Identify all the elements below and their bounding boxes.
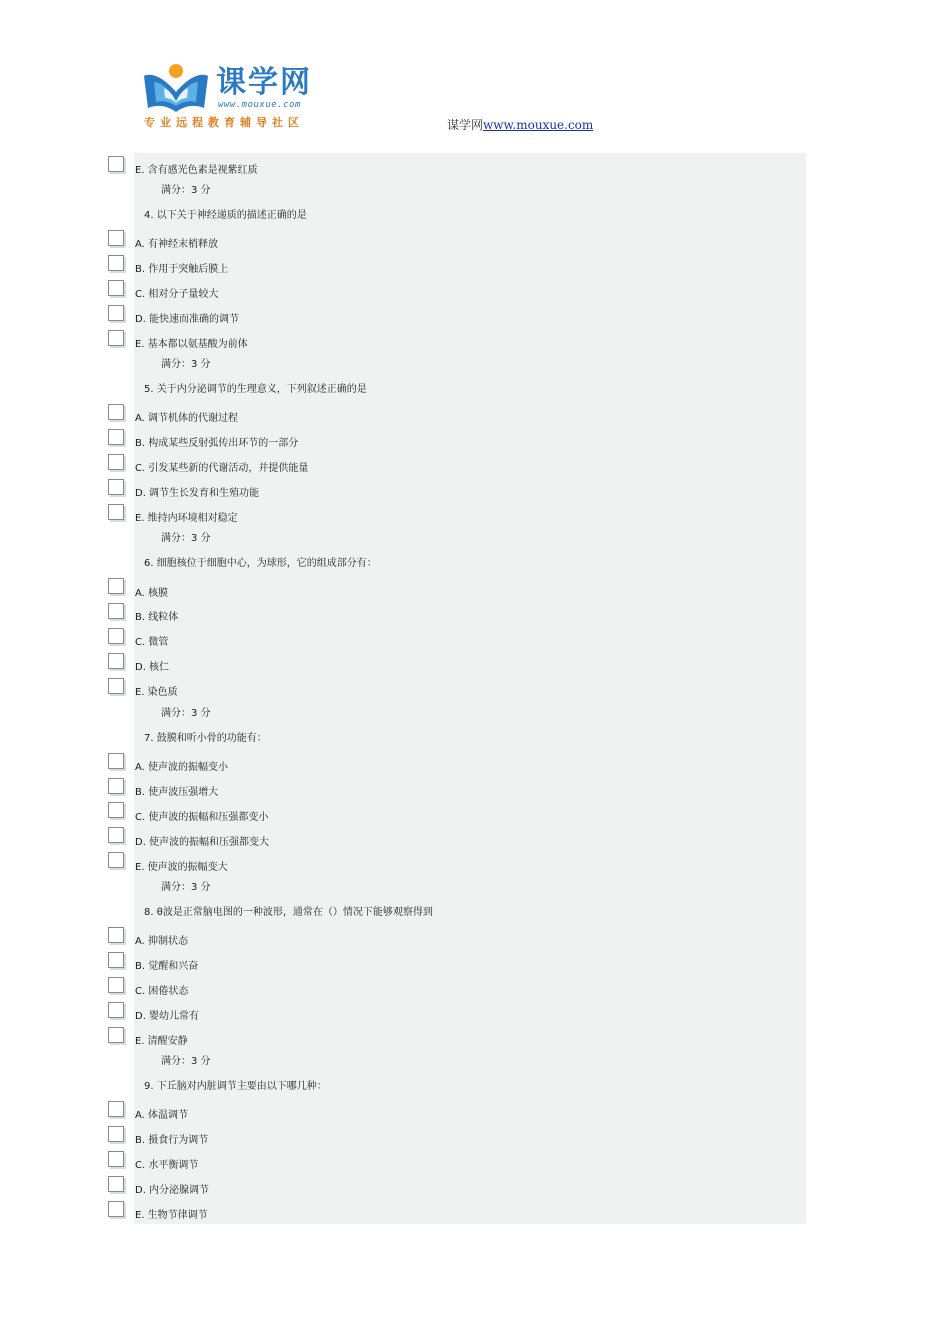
option-label: B. 构成某些反射弧传出环节的一部分 bbox=[135, 438, 299, 449]
checkbox[interactable] bbox=[108, 479, 124, 495]
site-logo bbox=[142, 62, 332, 132]
option-label: A. 有神经末梢释放 bbox=[135, 239, 219, 250]
option-label: C. 困倦状态 bbox=[135, 986, 189, 997]
option-label: B. 摄食行为调节 bbox=[135, 1135, 209, 1146]
option-label: D. 核仁 bbox=[135, 662, 170, 673]
checkbox[interactable] bbox=[108, 305, 124, 321]
checkbox[interactable] bbox=[108, 952, 124, 968]
option-label: D. 婴幼儿常有 bbox=[135, 1011, 200, 1022]
site-reference bbox=[447, 116, 593, 133]
option-label: E. 基本都以氨基酸为前体 bbox=[135, 339, 248, 350]
option-label: D. 调节生长发育和生殖功能 bbox=[135, 488, 260, 499]
option-label: C. 相对分子量较大 bbox=[135, 289, 219, 300]
question-title: 9. 下丘脑对内脏调节主要由以下哪几种： bbox=[144, 1081, 327, 1092]
option-label: E. 清醒安静 bbox=[135, 1036, 188, 1047]
score-label: 满分：3 分 bbox=[161, 533, 211, 544]
score-label: 满分：3 分 bbox=[161, 882, 211, 893]
checkbox[interactable] bbox=[108, 1176, 124, 1192]
option-label: E. 生物节律调节 bbox=[135, 1210, 208, 1221]
checkbox[interactable] bbox=[108, 827, 124, 843]
checkbox[interactable] bbox=[108, 280, 124, 296]
option-label: B. 线粒体 bbox=[135, 612, 179, 623]
page-header bbox=[0, 0, 950, 150]
checkbox[interactable] bbox=[108, 1101, 124, 1117]
checkbox[interactable] bbox=[108, 156, 124, 172]
checkbox[interactable] bbox=[108, 653, 124, 669]
checkbox[interactable] bbox=[108, 504, 124, 520]
site-url-link[interactable]: www.mouxue.com bbox=[483, 118, 594, 132]
option-label: C. 水平衡调节 bbox=[135, 1160, 199, 1171]
option-label: E. 维持内环境相对稳定 bbox=[135, 513, 238, 524]
score-label: 满分：3 分 bbox=[161, 359, 211, 370]
question-title: 5. 关于内分泌调节的生理意义，下列叙述正确的是 bbox=[144, 384, 367, 395]
checkbox[interactable] bbox=[108, 255, 124, 271]
checkbox[interactable] bbox=[108, 1201, 124, 1217]
score-label: 满分：3 分 bbox=[161, 185, 211, 196]
option-label: A. 调节机体的代谢过程 bbox=[135, 413, 239, 424]
score-label: 满分：3 分 bbox=[161, 708, 211, 719]
checkbox[interactable] bbox=[108, 1126, 124, 1142]
checkbox[interactable] bbox=[108, 1002, 124, 1018]
option-label: A. 体温调节 bbox=[135, 1110, 189, 1121]
checkbox[interactable] bbox=[108, 927, 124, 943]
option-label: C. 使声波的振幅和压强都变小 bbox=[135, 812, 269, 823]
checkbox[interactable] bbox=[108, 404, 124, 420]
option-label: B. 使声波压强增大 bbox=[135, 787, 219, 798]
option-label: D. 能快速而准确的调节 bbox=[135, 314, 240, 325]
checkbox[interactable] bbox=[108, 753, 124, 769]
site-text: 谋学网 bbox=[447, 118, 484, 132]
option-label: D. 内分泌腺调节 bbox=[135, 1185, 210, 1196]
question-title: 8. θ波是正常脑电图的一种波形，通常在（）情况下能够观察得到 bbox=[144, 907, 433, 918]
checkbox[interactable] bbox=[108, 230, 124, 246]
option-label: B. 作用于突触后膜上 bbox=[135, 264, 229, 275]
question-title: 7. 鼓膜和听小骨的功能有： bbox=[144, 733, 267, 744]
checkbox[interactable] bbox=[108, 1027, 124, 1043]
option-label: A. 核膜 bbox=[135, 588, 169, 599]
checkbox[interactable] bbox=[108, 578, 124, 594]
logo-url: www.mouxue.com bbox=[218, 100, 301, 110]
checkbox[interactable] bbox=[108, 330, 124, 346]
book-logo-icon bbox=[142, 62, 210, 114]
checkbox[interactable] bbox=[108, 1151, 124, 1167]
score-label: 满分：3 分 bbox=[161, 1056, 211, 1067]
question-title: 4. 以下关于神经递质的描述正确的是 bbox=[144, 210, 307, 221]
option-label: A. 使声波的振幅变小 bbox=[135, 762, 229, 773]
checkbox[interactable] bbox=[108, 678, 124, 694]
checkbox[interactable] bbox=[108, 852, 124, 868]
option-label: E. 染色质 bbox=[135, 687, 178, 698]
option-label: C. 微管 bbox=[135, 637, 169, 648]
option-label: E. 含有感光色素是视紫红质 bbox=[135, 165, 258, 176]
checkbox[interactable] bbox=[108, 628, 124, 644]
option-label: C. 引发某些新的代谢活动，并提供能量 bbox=[135, 463, 309, 474]
checkbox[interactable] bbox=[108, 802, 124, 818]
checkbox[interactable] bbox=[108, 778, 124, 794]
checkbox[interactable] bbox=[108, 454, 124, 470]
question-title: 6. 细胞核位于细胞中心，为球形，它的组成部分有： bbox=[144, 558, 377, 569]
checkbox[interactable] bbox=[108, 429, 124, 445]
checkbox[interactable] bbox=[108, 603, 124, 619]
option-label: B. 觉醒和兴奋 bbox=[135, 961, 199, 972]
logo-slogan: 专业远程教育辅导社区 bbox=[144, 116, 304, 129]
option-label: D. 使声波的振幅和压强都变大 bbox=[135, 837, 270, 848]
logo-name: 课学网 bbox=[216, 65, 312, 100]
option-label: E. 使声波的振幅变大 bbox=[135, 862, 228, 873]
checkbox[interactable] bbox=[108, 977, 124, 993]
option-label: A. 抑制状态 bbox=[135, 936, 189, 947]
